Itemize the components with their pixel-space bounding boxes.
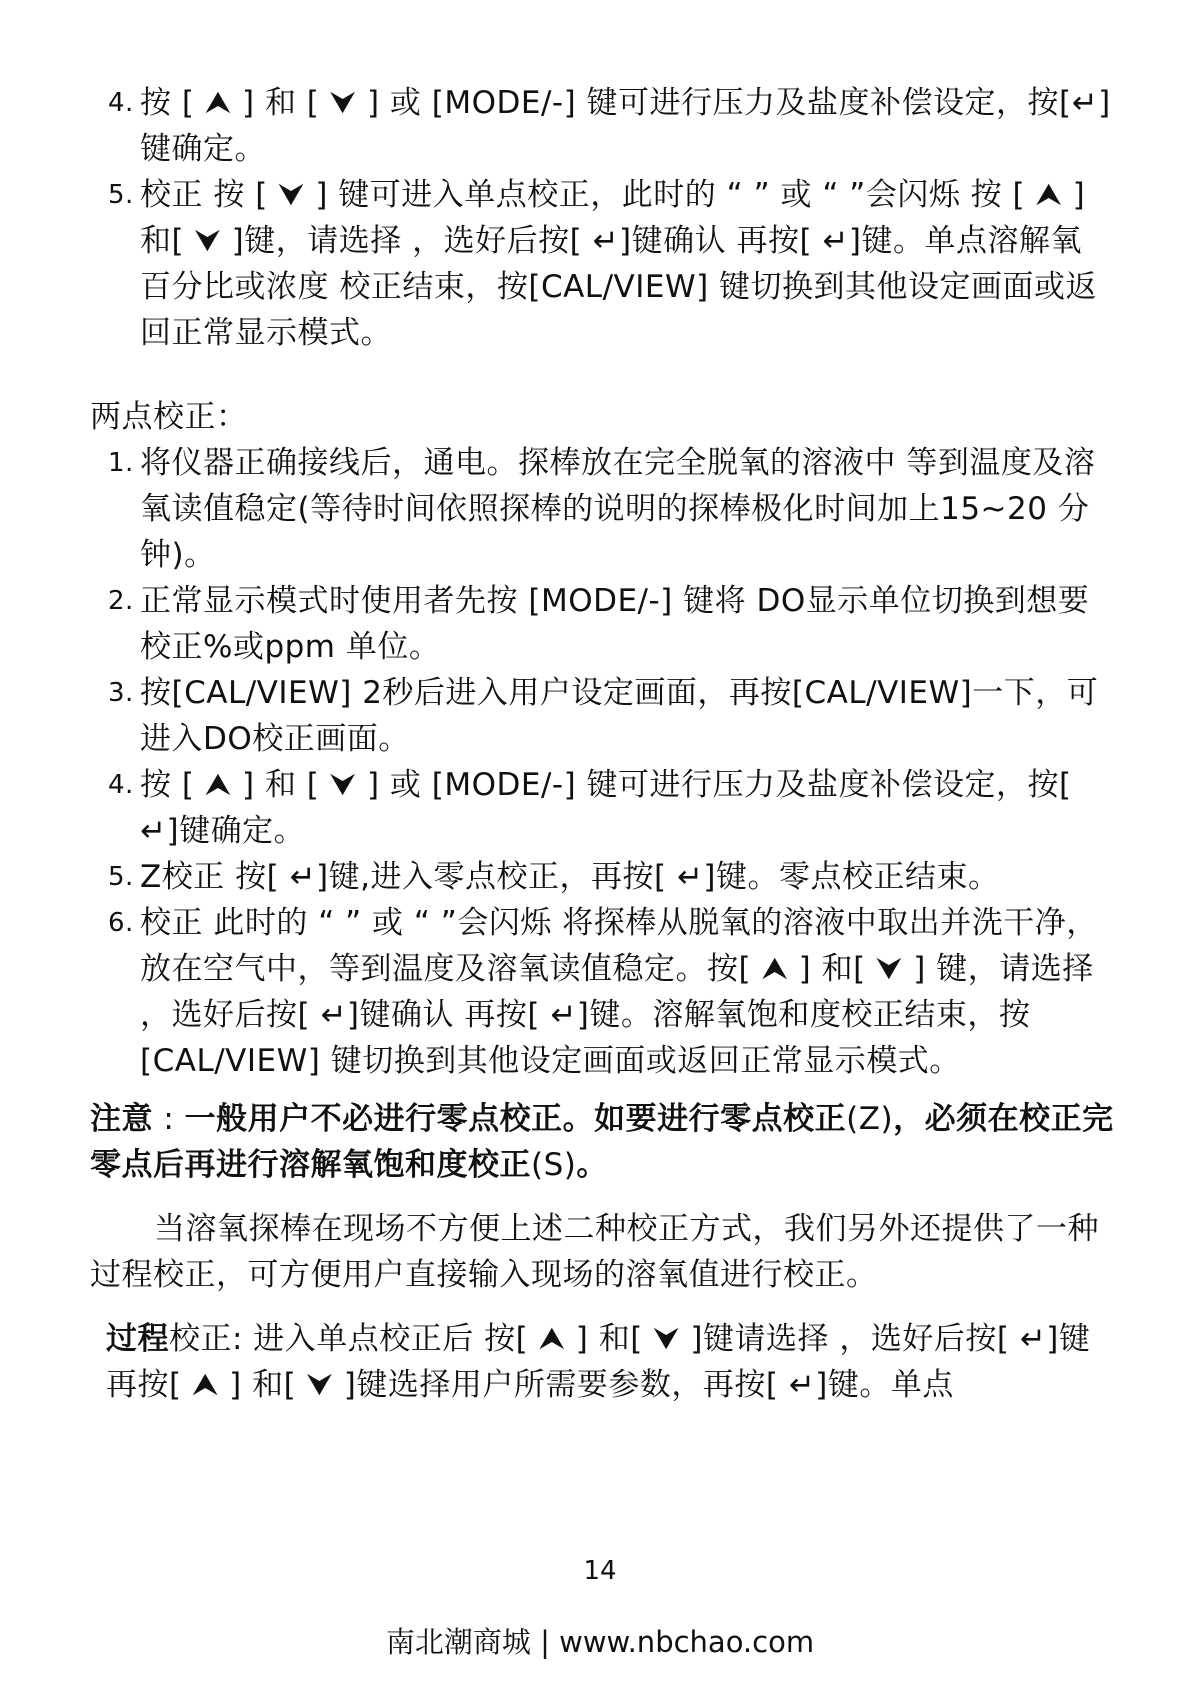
list-item <box>90 440 1120 578</box>
process-lead: 过程 <box>106 1321 169 1357</box>
item-number: 2. <box>108 586 134 616</box>
note-paragraph <box>90 1096 1120 1188</box>
site-footer: 南北潮商城 | www.nbchao.com <box>385 1625 815 1659</box>
note-s: (S) <box>531 1147 577 1183</box>
list-item <box>90 578 1120 670</box>
list-item <box>90 172 1120 356</box>
note-label: 注意 <box>90 1101 153 1137</box>
item-number: 5. <box>108 180 134 210</box>
single-point-steps <box>90 80 1120 356</box>
item-text: 校正 按 [ ⮟ ] 键可进入单点校正，此时的 “ ” 或 “ ”会闪烁 按 [ ⮝ ] 和[ ⮟ ]键，请选择 ，选好后按[ ↵]键确认 再按[ ↵]键。单点溶解氧 百分比或浓度 校正结束，按[CAL/VIEW] 键切换到其他设定画面或返回正常显示模式。 <box>140 177 1098 351</box>
note-colon: : <box>153 1101 185 1137</box>
two-point-steps <box>90 440 1120 1084</box>
document-page <box>90 80 1120 1408</box>
item-number: 4. <box>108 770 134 800</box>
item-text: 按[CAL/VIEW] 2秒后进入用户设定画面，再按[CAL/VIEW]一下，可进入DO校正画面。 <box>140 675 1099 757</box>
item-number: 1. <box>108 448 134 478</box>
note-end: 。 <box>576 1147 608 1183</box>
list-item <box>90 900 1120 1084</box>
note-text-1: 一般用户不必进行零点校正。如要进行零点校正 <box>184 1101 847 1137</box>
item-text: 按 [ ⮝ ] 和 [ ⮟ ] 或 [MODE/-] 键可进行压力及盐度补偿设定，按[↵]键确定。 <box>140 85 1111 167</box>
section-heading: 两点校正： <box>90 399 248 435</box>
item-text: 正常显示模式时使用者先按 [MODE/-] 键将 DO显示单位切换到想要校正%或ppm 单位。 <box>140 583 1090 665</box>
item-number: 5. <box>108 862 134 892</box>
process-text: 校正: 进入单点校正后 按[ ⮝ ] 和[ ⮟ ]键请选择 ，选好后按[ ↵]键 再按[ ⮝ ] 和[ ⮟ ]键选择用户所需要参数，再按[ ↵]键。单点 <box>106 1321 1091 1403</box>
item-text: Z校正 按[ ↵]键,进入零点校正，再按[ ↵]键。零点校正结束。 <box>140 859 1000 895</box>
page-number: 14 <box>583 1556 617 1586</box>
process-calibration-paragraph <box>90 1316 1120 1408</box>
list-item <box>90 80 1120 172</box>
list-item <box>90 854 1120 900</box>
list-item <box>90 762 1120 854</box>
item-number: 3. <box>108 678 134 708</box>
list-item <box>90 670 1120 762</box>
item-text: 校正 此时的 “ ” 或 “ ”会闪烁 将探棒从脱氧的溶液中取出并洗干净，放在空气中，等到温度及溶氧读值稳定。按[ ⮝ ] 和[ ⮟ ] 键，请选择 ，选好后按[ ↵]键确认 再按[ ↵]键。溶解氧饱和度校正结束，按[CAL/VIEW] 键切换到其他设定画面或返回正常显示模式。 <box>140 905 1098 1079</box>
item-number: 6. <box>108 908 134 938</box>
process-intro-paragraph: 当溶氧探棒在现场不方便上述二种校正方式，我们另外还提供了一种过程校正，可方便用户直接输入现场的溶氧值进行校正。 <box>90 1211 1099 1293</box>
item-text: 按 [ ⮝ ] 和 [ ⮟ ] 或 [MODE/-] 键可进行压力及盐度补偿设定，按[ ↵]键确定。 <box>140 767 1072 849</box>
note-text-2: ，必须在校正完零点后再进行溶解氧饱和度校正 <box>90 1101 1114 1183</box>
item-number: 4. <box>108 88 134 118</box>
item-text: 将仪器正确接线后，通电。探棒放在完全脱氧的溶液中 等到温度及溶氧读值稳定(等待时间依照探棒的说明的探棒极化时间加上15~20 分钟)。 <box>140 445 1096 573</box>
note-z: (Z) <box>846 1101 894 1137</box>
